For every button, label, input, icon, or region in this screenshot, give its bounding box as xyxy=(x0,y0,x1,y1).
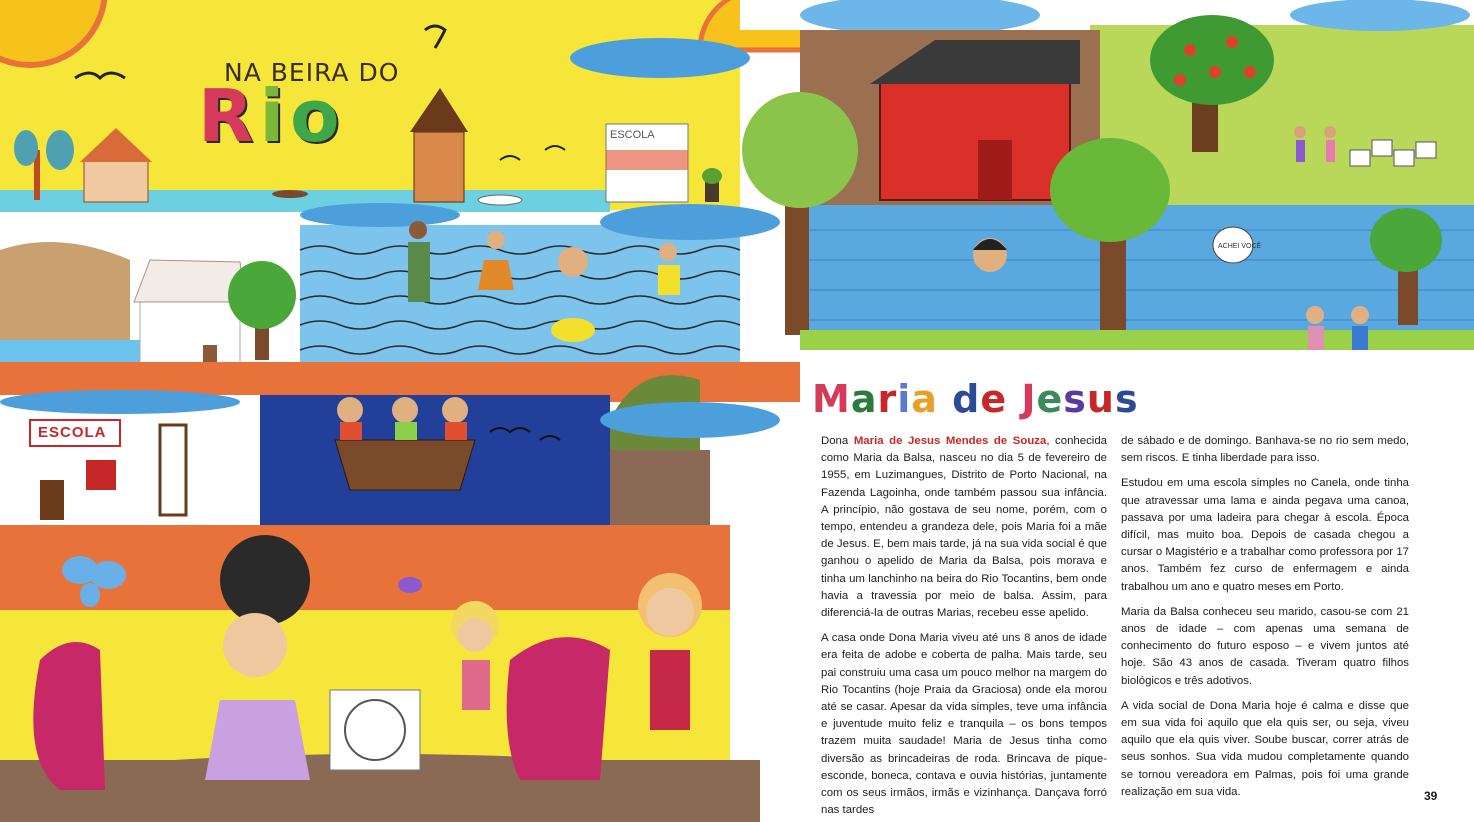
title-letter: a xyxy=(850,377,878,421)
title-letter: e xyxy=(1036,377,1064,421)
text-run: , conhecida como Maria da Balsa, nasceu no dia 5 de fevereiro de 1955, em Luzimangues, Distrito de Porto Nacional, na Fazenda Lagoinha, onde também passou sua infância. A princípio, não gostava de seu nome, porém, com o tempo, entendeu a grandeza dele, pois Maria foi a mãe de Jesus. E, bem mais tarde, já na sua vida social é que ganhou o apelido de Maria da Balsa, pois morava e tinha um lanchinho na beira do Rio Tocantins, bem onde havia a travessia por meio de balsa. Assim, para diferenciá-la de outras Marias, recebeu esse apelido. xyxy=(821,435,1107,620)
article-column-1 xyxy=(821,433,1107,822)
text-run: Dona xyxy=(821,435,854,447)
title-letter: i xyxy=(897,377,912,421)
red-barn xyxy=(870,40,1080,200)
section-title xyxy=(198,74,346,158)
title-letter: d xyxy=(952,377,981,421)
page-number: 39 xyxy=(1424,789,1438,803)
title-letter: o xyxy=(290,74,346,158)
title-letter: r xyxy=(877,377,898,421)
title-letter: a xyxy=(911,377,938,421)
highlighted-name: Maria de Jesus Mendes de Souza xyxy=(853,435,1047,447)
title-letter: s xyxy=(1063,377,1087,421)
school-sign: ESCOLA xyxy=(38,424,107,441)
title-letter: e xyxy=(980,377,1008,421)
title-letter xyxy=(1007,380,1021,418)
paragraph: Maria da Balsa conheceu seu marido, casou-se com 21 anos de idade – com apenas uma semana de conhecimento do futuro esposo – e vivem juntos até hoje. São 43 anos de casada. Tiveram quatro filhos biológicos e três adotivos. xyxy=(1121,605,1409,687)
paragraph xyxy=(821,433,1107,622)
white-house xyxy=(134,260,246,370)
speaker-box xyxy=(330,690,420,770)
bird-icon xyxy=(398,577,422,593)
boat-with-people xyxy=(335,397,475,490)
svg-text:ESCOLA: ESCOLA xyxy=(610,129,655,141)
svg-text:ACHEI VOCÊ: ACHEI VOCÊ xyxy=(1218,243,1262,250)
paragraph: A casa onde Dona Maria viveu até uns 8 anos de idade era feita de adobe e coberta de palha. Mais tarde, seu pai construiu uma casa um pouco melhor na margem do Rio Tocantins (hoje Praia da Graciosa) onde ela morou até se casar. Apesar da vida simples, teve uma infância e juventude muito feliz e tranquila – os bons tempos trazem muita saudade! Maria de Jesus tinha como diversão as brincadeiras de roda. Brincava de pique-esconde, boneca, contava e ouvia histórias, juntamente com os seus irmãos, irmãs e vizinhança. Dançava forró nas tardes xyxy=(821,632,1107,817)
section-kicker: NA BEIRA DO xyxy=(224,58,400,87)
paragraph: Estudou em uma escola simples no Canela, onde tinha que atravessar uma lama e ainda pegava uma canoa, passava por uma ladeira para chegar à escola. Época difícil, mas muito boa. Depois de casada chegou a cursar o Magistério e a trabalhar como professora por 17 anos. Também fez curso de enfermagem e ainda trabalhou um ano e quatro meses em Porto. xyxy=(1121,477,1409,593)
title-letter: i xyxy=(259,74,291,158)
title-letter: R xyxy=(198,74,260,158)
title-letter: M xyxy=(812,377,851,421)
paragraph: de sábado e de domingo. Banhava-se no rio sem medo, sem riscos. E tinha liberdade para isso. xyxy=(1121,435,1409,465)
article-title xyxy=(812,377,1139,421)
article-column-2 xyxy=(1121,433,1409,809)
school-building-top xyxy=(606,124,688,202)
title-letter: s xyxy=(1114,377,1139,421)
swimmer-head xyxy=(973,238,1007,272)
title-letter: J xyxy=(1021,377,1037,421)
title-letter: u xyxy=(1086,377,1115,421)
title-letter xyxy=(938,380,952,418)
paragraph: A vida social de Dona Maria hoje é calma e disse que em sua vida foi aquilo que ela quis ser, ou seja, viveu aquilo que ela quis viver. Soube buscar, correr atrás de seus sonhos. Sua vida mudou completamente quando se tornou vereadora em Palmas, pois foi uma grande realização em sua vida. xyxy=(1121,699,1409,798)
